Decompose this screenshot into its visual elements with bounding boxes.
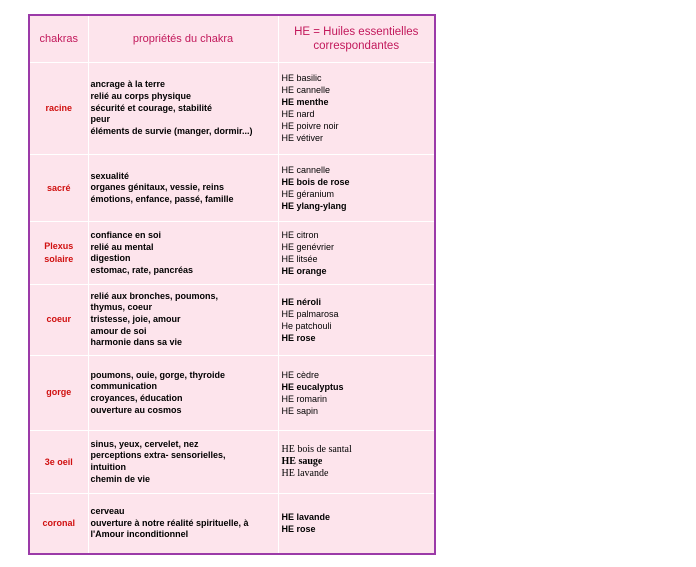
property-line: confiance en soi [90,229,162,240]
chakra-name-line: Plexus [44,241,74,252]
chakra-name-line: racine [45,102,73,113]
property-line: perceptions extra- sensorielles, [90,450,226,461]
property-line: émotions, enfance, passé, famille [90,193,234,204]
property-line: croyances, éducation [90,392,183,403]
oil-line: HE litsée [281,254,318,265]
oil-line: HE lavande [281,512,331,523]
property-line: l'Amour inconditionnel [90,529,189,540]
chakra-name [29,222,88,285]
chakra-name [29,285,88,356]
chakra-properties [88,63,278,155]
header-proprietes: propriétés du chakra [88,15,278,63]
property-line: relié au mental [90,241,154,252]
chakra-oils [278,285,435,356]
oil-line: HE palmarosa [281,308,339,319]
property-line: tristesse, joie, amour [90,313,181,324]
oil-line: HE vétiver [281,133,324,144]
oil-line: He patchouli [281,320,332,331]
property-line: amour de soi [90,325,147,336]
oil-line: HE bois de rose [281,177,350,188]
table-row [29,222,435,285]
oil-line: HE orange [281,266,327,277]
oil-line: HE basilic [281,73,322,84]
chakra-name [29,355,88,431]
property-line: thymus, coeur [90,302,153,313]
oil-line: HE cèdre [281,369,320,380]
chakra-name [29,431,88,494]
property-line: intuition [90,462,126,473]
oil-line: HE menthe [281,97,329,108]
oil-line: HE bois de santal [281,444,352,456]
oil-line: HE eucalyptus [281,381,344,392]
chakra-name-line: 3e oeil [44,456,73,467]
property-line: ouverture au cosmos [90,404,182,415]
oil-line: HE ylang-ylang [281,201,347,212]
chakra-properties [88,154,278,222]
table-row [29,154,435,222]
header-huiles-line1: HE = Huiles essentielles [294,26,419,38]
oil-line: HE romarin [281,393,328,404]
table-body [29,63,435,555]
property-line: sexualité [90,170,130,181]
chakra-properties [88,222,278,285]
chakra-oils [278,63,435,155]
oil-line: HE cannelle [281,85,331,96]
oil-line: HE lavande [281,468,329,480]
oil-line: HE rose [281,524,316,535]
oil-line: HE sauge [281,456,323,468]
property-line: sécurité et courage, stabilité [90,102,213,113]
chakra-name [29,493,88,554]
oil-line: HE sapin [281,405,319,416]
property-line: relié au corps physique [90,90,192,101]
oil-line: HE genévrier [281,242,335,253]
chakra-properties [88,493,278,554]
chakra-table [28,14,436,555]
chakra-properties [88,355,278,431]
property-line: estomac, rate, pancréas [90,264,194,275]
property-line: digestion [90,253,131,264]
chakra-name-line: coronal [42,517,75,528]
chakra-name [29,63,88,155]
property-line: ouverture à notre réalité spirituelle, à [90,517,249,528]
property-line: sinus, yeux, cervelet, nez [90,438,199,449]
property-line: éléments de survie (manger, dormir...) [90,125,253,136]
chakra-name-line: gorge [46,387,72,398]
table-row [29,493,435,554]
oil-line: HE citron [281,230,319,241]
oil-line: HE nard [281,109,315,120]
chakra-oils [278,493,435,554]
oil-line: HE poivre noir [281,121,339,132]
property-line: peur [90,114,111,125]
property-line: harmonie dans sa vie [90,337,183,348]
property-line: communication [90,381,158,392]
chakra-name-line: solaire [44,254,74,265]
chakra-properties [88,431,278,494]
header-row [29,15,435,63]
property-line: relié aux bronches, poumons, [90,290,219,301]
header-huiles-line2: correspondantes [313,40,400,52]
property-line: cerveau [90,505,125,516]
chakra-oils [278,154,435,222]
chakra-oils [278,355,435,431]
chakra-name-line: sacré [46,182,71,193]
table-row [29,431,435,494]
property-line: ancrage à la terre [90,79,166,90]
property-line: poumons, ouie, gorge, thyroide [90,369,226,380]
oil-line: HE néroli [281,296,322,307]
table-row [29,285,435,356]
chakra-name-line: coeur [46,314,71,325]
table-row [29,355,435,431]
chakra-oils [278,431,435,494]
oil-line: HE géranium [281,189,335,200]
header-chakras: chakras [29,15,88,63]
chakra-name [29,154,88,222]
oil-line: HE rose [281,332,316,343]
header-huiles [278,15,435,63]
chakra-oils [278,222,435,285]
chakra-properties [88,285,278,356]
table-row [29,63,435,155]
property-line: chemin de vie [90,473,151,484]
property-line: organes génitaux, vessie, reins [90,182,225,193]
oil-line: HE cannelle [281,165,331,176]
